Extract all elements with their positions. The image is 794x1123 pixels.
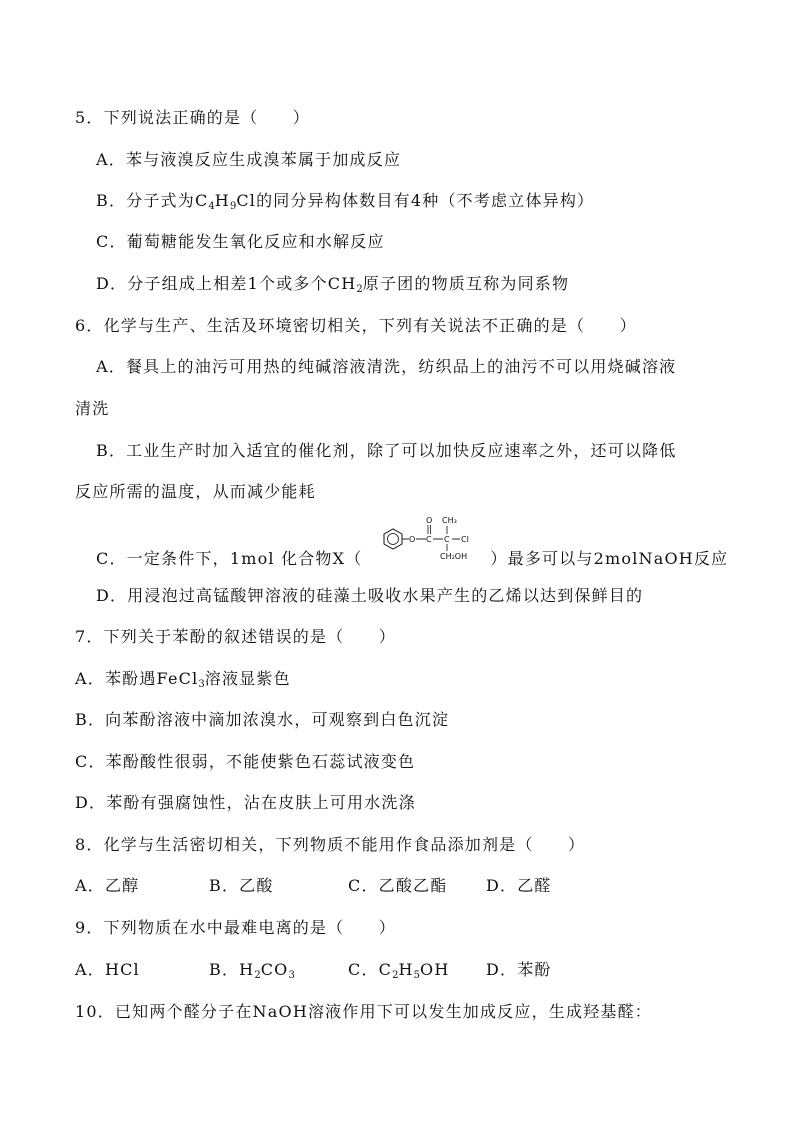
question-9-option-b — [209, 960, 295, 986]
q7-a-sub: 3 — [198, 679, 205, 690]
hydroxymethyl-label: CH₂OH — [440, 552, 468, 561]
chloro-label: Cl — [461, 535, 469, 544]
compound-x-structure — [366, 512, 496, 564]
question-7-option-a — [75, 669, 291, 695]
q7-a-pre: A．苯酚遇FeCl — [75, 669, 199, 688]
question-9-stem: 9．下列物质在水中最难电离的是（ ） — [75, 918, 396, 937]
methyl-label: CH₃ — [442, 516, 457, 525]
question-8-option-c: C．乙酸乙酯 — [348, 876, 448, 895]
q6-c-post: ）最多可以与2molNaOH反应 — [490, 549, 729, 568]
question-8-option-d: D．乙醛 — [486, 876, 552, 895]
question-7-option-c: C．苯酚酸性很弱，不能使紫色石蕊试液变色 — [75, 752, 416, 771]
q9-b-pre: B．H — [209, 960, 255, 979]
ester-o-label: O — [409, 535, 416, 544]
question-5-option-b — [96, 191, 594, 217]
q5-b-mid1: H — [214, 191, 230, 210]
q9-c-sub2: 5 — [413, 970, 420, 981]
question-7-stem: 7．下列关于苯酚的叙述错误的是（ ） — [75, 627, 396, 646]
carbonyl-c-label: C — [426, 535, 432, 544]
question-9-option-d: D．苯酚 — [486, 960, 552, 979]
question-7-option-d: D．苯酚有强腐蚀性，沾在皮肤上可用水洗涤 — [75, 793, 416, 812]
question-6-stem: 6．化学与生产、生活及环境密切相关，下列有关说法不正确的是（ ） — [75, 316, 637, 335]
question-6-option-d: D．用浸泡过高锰酸钾溶液的硅藻土吸收水果产生的乙烯以达到保鲜目的 — [96, 586, 644, 605]
q6-c-pre: C．一定条件下，1mol 化合物X（ — [96, 549, 363, 568]
question-7-option-b: B．向苯酚溶液中滴加浓溴水，可观察到白色沉淀 — [75, 710, 450, 729]
question-8-stem: 8．化学与生活密切相关，下列物质不能用作食品添加剂是（ ） — [75, 835, 586, 854]
question-10-stem: 10．已知两个醛分子在NaOH溶液作用下可以发生加成反应，生成羟基醛： — [75, 1002, 652, 1021]
q5-d-sub: 2 — [356, 284, 363, 295]
q5-b-sub2: 9 — [229, 201, 237, 212]
question-9-option-c — [348, 960, 449, 986]
compound-x-svg — [366, 512, 496, 564]
carbonyl-o-label: O — [426, 516, 433, 525]
q5-d-pre: D．分子组成上相差1个或多个CH — [96, 274, 357, 293]
question-6-option-a-line1: A．餐具上的油污可用热的纯碱溶液清洗，纺织品上的油污不可以用烧碱溶液 — [96, 357, 677, 376]
q5-b-post: Cl的同分异构体数目有4种（不考虑立体异构） — [236, 191, 595, 210]
question-9-option-a: A．HCl — [75, 960, 140, 979]
q9-c-post: OH — [420, 960, 450, 979]
q9-b-sub2: 3 — [288, 970, 295, 981]
q5-b-pre: B．分子式为C — [96, 191, 209, 210]
question-5-option-d — [96, 274, 569, 300]
question-6-option-b-line2: 反应所需的温度，从而减少能耗 — [75, 482, 316, 501]
q5-b-sub1: 4 — [208, 201, 215, 212]
q9-c-pre: C．C — [348, 960, 393, 979]
benzene-circle — [388, 534, 399, 545]
question-6-option-b-line1: B．工业生产时加入适宜的催化剂，除了可以加快反应速率之外，还可以降低 — [96, 441, 677, 460]
q9-b-mid: CO — [260, 960, 289, 979]
q9-c-mid: H — [398, 960, 414, 979]
question-5-option-a: A．苯与液溴反应生成溴苯属于加成反应 — [96, 150, 402, 169]
question-6-option-a-line2: 清洗 — [75, 399, 110, 418]
question-5-stem: 5．下列说法正确的是（ ） — [75, 108, 310, 127]
q5-d-post: 原子团的物质互称为同系物 — [362, 274, 570, 293]
q9-b-sub1: 2 — [254, 970, 261, 981]
question-8-option-a: A．乙醇 — [75, 876, 140, 895]
q7-a-post: 溶液显紫色 — [204, 669, 291, 688]
benzene-ring — [384, 529, 402, 549]
question-5-option-c: C．葡萄糖能发生氧化反应和水解反应 — [96, 232, 385, 251]
q9-c-sub1: 2 — [392, 970, 399, 981]
central-c-label: C — [444, 535, 450, 544]
question-8-option-b: B．乙酸 — [209, 876, 274, 895]
